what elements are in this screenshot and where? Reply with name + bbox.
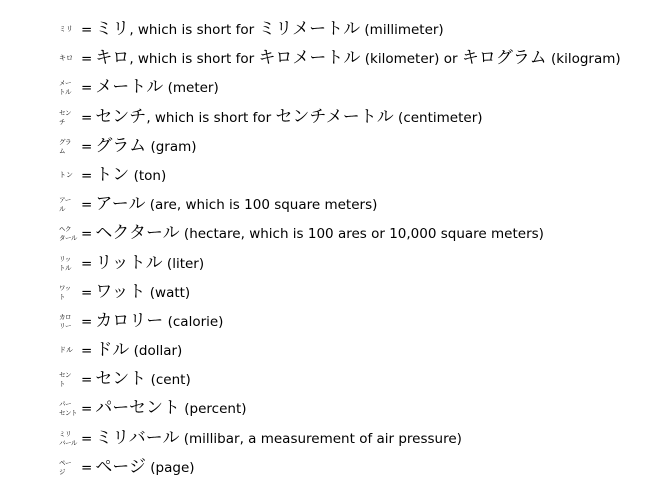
katakana-term: ドル [95,340,130,361]
description-text: (are, which is 100 square meters) [145,197,378,214]
square-top-text: グラ [59,137,71,146]
description-text: (dollar) [129,343,183,360]
list-item [59,15,621,44]
equals-sign: = [81,255,93,272]
katakana-term: ページ [95,456,146,477]
description-text: (liter) [162,255,205,272]
list-item [59,394,621,423]
katakana-term: セント [95,369,147,390]
description-text: (cent) [146,372,191,389]
katakana-term: センチ [95,106,147,127]
equals-sign: = [81,430,93,447]
description-text: (millibar, a measurement of air pressure) [179,430,462,447]
square-bottom-text: トル [59,88,71,97]
square-top-text: ヘク [59,225,71,234]
square-top-text: アー [59,196,71,205]
equals-sign: = [81,197,93,214]
list-item [59,365,621,394]
katakana-term: ミリバール [95,427,180,448]
description-text: (millimeter) [360,22,444,38]
square-bottom-text: ム [59,146,65,155]
square-top-text: セン [59,371,71,380]
katakana-term: センチメートル [275,106,394,127]
square-text: キロ [59,54,73,63]
square-abbreviation-glyph [59,137,77,157]
katakana-term: メートル [95,77,164,98]
square-abbreviation-glyph [59,399,77,419]
katakana-term: キロ [95,48,130,69]
square-bottom-text: チ [59,117,65,126]
square-top-text: ワッ [59,283,71,292]
description-text: (watt) [145,284,191,301]
katakana-term: ヘクタール [95,223,180,244]
square-bottom-text: リー [59,321,71,330]
equals-sign: = [81,22,93,38]
katakana-term: キログラム [461,48,547,69]
list-item [59,278,621,307]
square-abbreviation-glyph [59,429,77,449]
square-abbreviation-glyph [59,20,77,40]
equals-sign: = [81,459,93,476]
description-text: (gram) [146,138,197,155]
square-bottom-text: タール [59,234,77,243]
equals-sign: = [81,80,93,97]
list-item [59,307,621,336]
description-text: (percent) [179,401,247,418]
square-top-text: カロ [59,312,71,321]
equals-sign: = [81,167,93,184]
square-abbreviation-glyph [59,341,77,361]
square-top-text: パー [59,400,71,409]
square-text: ドル [59,346,73,355]
list-item [59,336,621,365]
square-bottom-text: ル [59,205,65,214]
list-item [59,132,621,161]
list-item [59,161,621,190]
square-top-text: ペー [59,458,71,467]
description-text: (kilometer) or [360,51,462,68]
description-text: (calorie) [163,313,224,330]
description-text: (kilogram) [546,51,621,68]
square-top-text: ミリ [59,429,71,438]
square-abbreviation-glyph [59,254,77,274]
equals-sign: = [81,343,93,360]
katakana-term: アール [95,194,146,215]
katakana-term: ミリ [95,19,130,39]
katakana-term: ミリメートル [258,19,361,39]
katakana-term: グラム [95,135,147,156]
square-bottom-text: セント [59,409,77,418]
square-abbreviation-glyph [59,78,77,98]
description-text: (ton) [129,167,167,184]
equals-sign: = [81,372,93,389]
equals-sign: = [81,138,93,155]
description-text: (centimeter) [393,109,483,126]
square-abbreviation-glyph [59,312,77,332]
square-text: トン [59,170,73,179]
equals-sign: = [81,109,93,126]
list-item [59,424,621,453]
list-item [59,190,621,219]
square-bottom-text: バール [59,438,77,447]
square-bottom-text: ト [59,292,65,301]
description-text: (page) [145,459,195,476]
katakana-term: トン [95,164,130,185]
equals-sign: = [81,51,93,68]
description-text: (hectare, which is 100 ares or 10,000 square meters) [179,226,544,243]
square-abbreviation-glyph [59,283,77,303]
unit-abbreviation-list [59,15,621,482]
square-abbreviation-glyph [59,224,77,244]
list-item [59,73,621,102]
square-bottom-text: ト [59,380,65,389]
square-abbreviation-glyph [59,195,77,215]
description-text: , which is short for [129,51,259,68]
square-abbreviation-glyph [59,166,77,186]
square-abbreviation-glyph [59,108,77,128]
katakana-term: パーセント [95,398,180,419]
equals-sign: = [81,401,93,418]
equals-sign: = [81,226,93,243]
square-abbreviation-glyph [59,49,77,69]
square-top-text: リッ [59,254,71,263]
list-item [59,219,621,248]
equals-sign: = [81,313,93,330]
square-bottom-text: トル [59,263,71,272]
list-item [59,103,621,132]
description-text: , which is short for [129,22,259,38]
description-text: , which is short for [146,109,276,126]
katakana-term: リットル [95,252,163,273]
square-abbreviation-glyph [59,458,77,478]
katakana-term: カロリー [95,310,164,331]
description-text: (meter) [163,80,219,97]
equals-sign: = [81,284,93,301]
katakana-term: キロメートル [258,48,361,69]
square-bottom-text: ジ [59,467,65,476]
list-item [59,249,621,278]
square-text: ミリ [59,25,73,33]
list-item [59,44,621,73]
square-abbreviation-glyph [59,370,77,390]
katakana-term: ワット [95,281,146,302]
list-item [59,453,621,482]
square-top-text: メー [59,79,71,88]
square-top-text: セン [59,108,71,117]
